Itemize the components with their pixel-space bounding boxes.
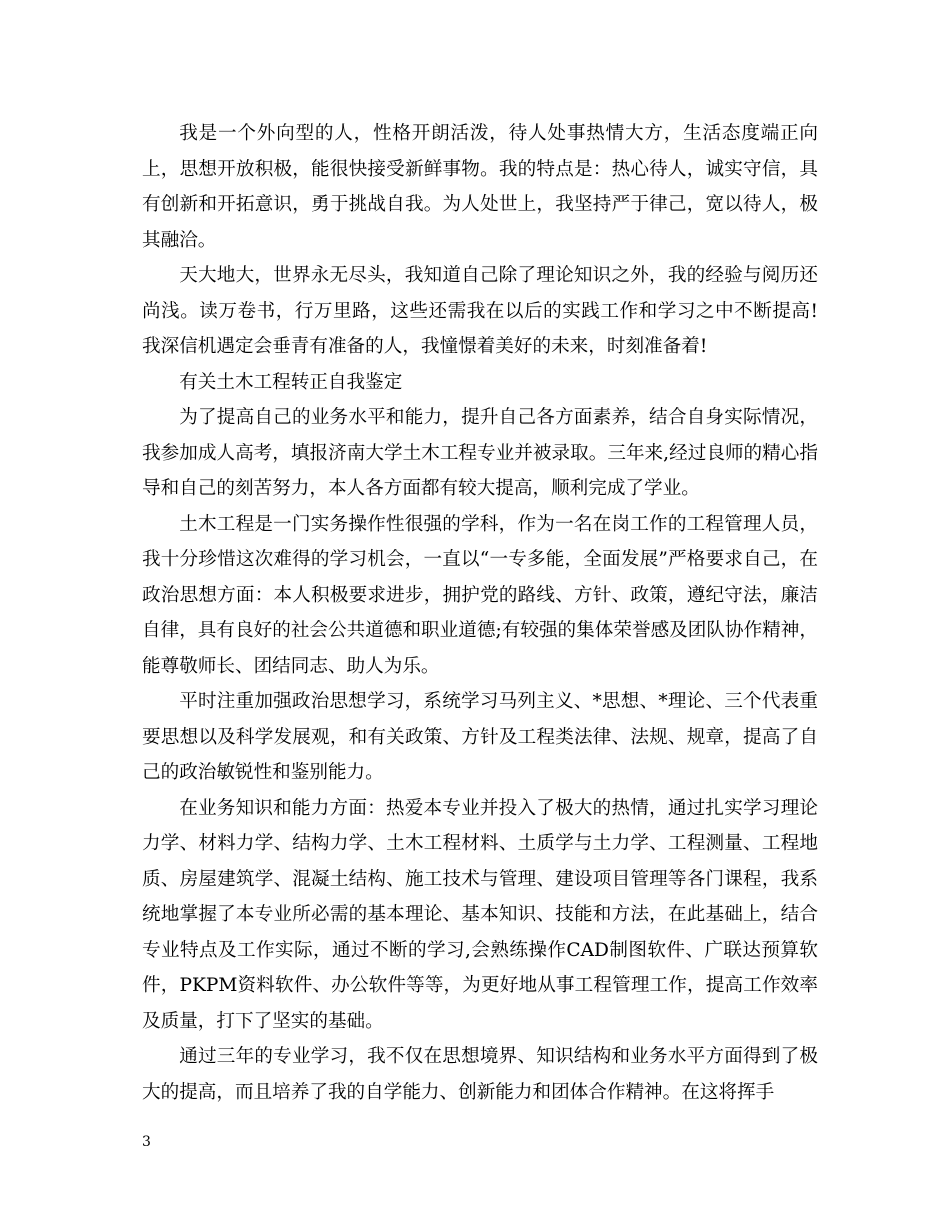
document-body [142, 116, 818, 1110]
paragraph-professional-skills: 在业务知识和能力方面：热爱本专业并投入了极大的热情，通过扎实学习理论力学、材料力学、结构力学、土木工程材料、土质学与土力学、工程测量、工程地质、房屋建筑学、混凝土结构、施工技术与管理、建设项目管理等各门课程，我系统地掌握了本专业所必需的基本理论、基本知识、技能和方法，在此基础上，结合专业特点及工作实际，通过不断的学习,会熟练操作CAD制图软件、广联达预算软件，PKPM资料软件、办公软件等等，为更好地从事工程管理工作，提高工作效率及质量，打下了坚实的基础。 [142, 797, 818, 1032]
paragraph-political-thought: 土木工程是一门实务操作性很强的学科，作为一名在岗工作的工程管理人员，我十分珍惜这次难得的学习机会，一直以“一专多能，全面发展”严格要求自己，在政治思想方面：本人积极要求进步，拥护党的路线、方针、政策，遵纪守法，廉洁自律，具有良好的社会公共道德和职业道德;有较强的集体荣誉感及团队协作精神，能尊敬师长、团结同志、助人为乐。 [142, 513, 818, 677]
paragraph-enrollment: 为了提高自己的业务水平和能力，提升自己各方面素养，结合自身实际情况，我参加成人高考，填报济南大学土木工程专业并被录取。三年来,经过良师的精心指导和自己的刻苦努力，本人各方面都有较大提高，顺利完成了学业。 [142, 407, 818, 499]
section-title: 有关土木工程转正自我鉴定 [179, 371, 403, 393]
paragraph-summary: 通过三年的专业学习，我不仅在思想境界、知识结构和业务水平方面得到了极大的提高，而且培养了我的自学能力、创新能力和团体合作精神。在这将挥手 [142, 1046, 818, 1103]
paragraph-experience: 天大地大，世界永无尽头，我知道自己除了理论知识之外，我的经验与阅历还尚浅。读万卷书，行万里路，这些还需我在以后的实践工作和学习之中不断提高!我深信机遇定会垂青有准备的人，我憧憬着美好的未来，时刻准备着! [142, 265, 818, 357]
page-number: 3 [142, 1134, 151, 1150]
paragraph-study: 平时注重加强政治思想学习，系统学习马列主义、*思想、*理论、三个代表重要思想以及科学发展观，和有关政策、方针及工程类法律、法规、规章，提高了自己的政治敏锐性和鉴别能力。 [142, 691, 818, 783]
paragraph-personality: 我是一个外向型的人，性格开朗活泼，待人处事热情大方，生活态度端正向上，思想开放积极，能很快接受新鲜事物。我的特点是：热心待人，诚实守信，具有创新和开拓意识，勇于挑战自我。为人处世上，我坚持严于律己，宽以待人，极其融洽。 [142, 123, 818, 251]
